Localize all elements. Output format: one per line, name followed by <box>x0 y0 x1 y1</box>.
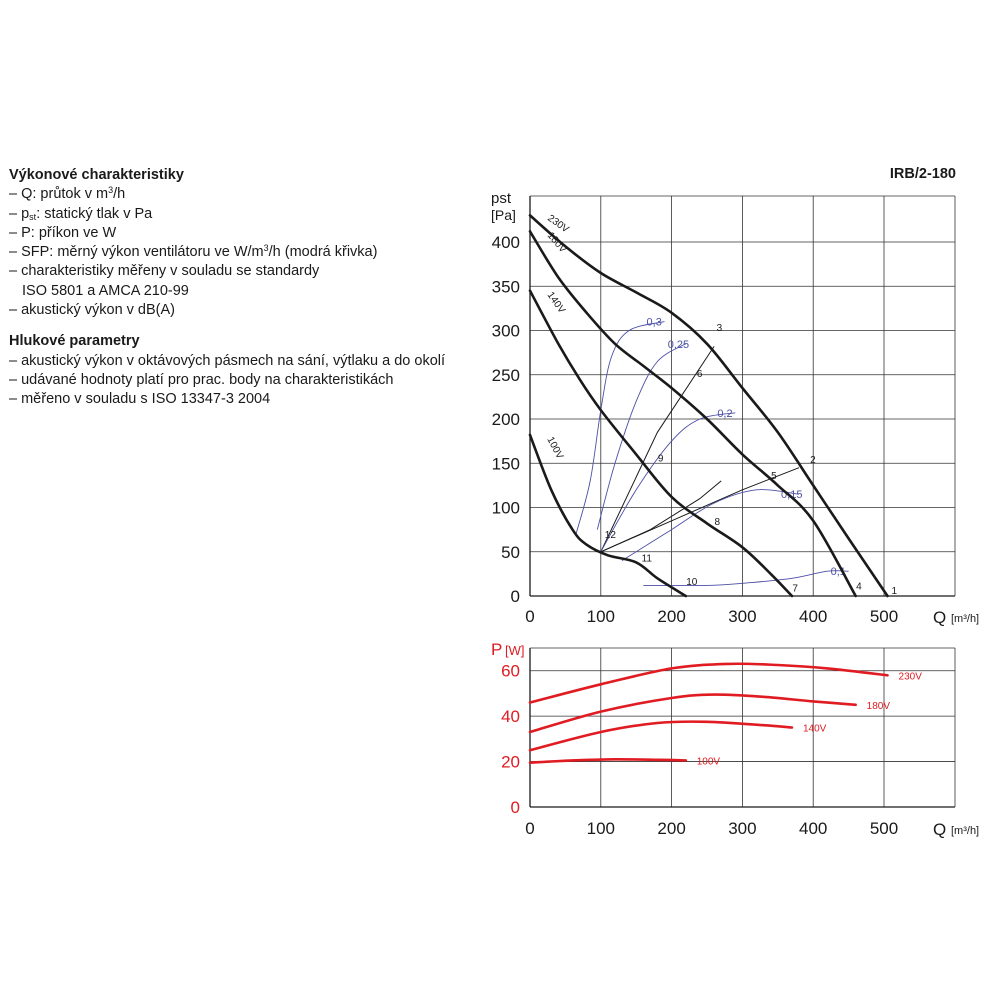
pressure-x-tick-label: 500 <box>869 607 899 626</box>
operating-point-label: 3 <box>716 323 723 335</box>
power-x-tick-label: 100 <box>586 819 615 838</box>
pressure-y-tick-label: 200 <box>491 410 520 429</box>
noise-description-3: – měřeno v souladu s ISO 13347-3 2004 <box>9 391 271 408</box>
pressure-y-tick-label: 150 <box>491 454 520 474</box>
power-y-axis-label: P <box>491 640 503 659</box>
pressure-curve <box>530 291 792 596</box>
pressure-x-tick-label: 100 <box>586 607 615 626</box>
sfp-curve <box>576 322 665 534</box>
operating-point-label: 1 <box>891 586 898 597</box>
power-x-tick-label: 300 <box>728 819 757 838</box>
system-line <box>601 468 799 552</box>
sfp-description: – SFP: měrný výkon ventilátoru ve $W/m^3/h$ (modrá křivka) <box>9 243 378 261</box>
power-description: – P: příkon ve W <box>9 224 117 241</box>
power-curve-label: 100V <box>696 756 721 768</box>
flow-description: – Q: průtok v $m^3/h$ <box>9 185 126 203</box>
power-y-tick-label: 0 <box>510 798 520 817</box>
power-y-axis-unit: [W] <box>505 643 525 658</box>
pressure-y-tick-label: 50 <box>501 542 520 562</box>
standards-description: – charakteristiky měřeny v souladu se standardy <box>9 263 320 280</box>
pressure-x-axis-unit: [m³/h] <box>951 613 980 625</box>
power-curve-label: 140V <box>802 723 827 735</box>
operating-point-label: 5 <box>771 470 777 482</box>
pressure-curve-label: 180V <box>544 230 569 256</box>
power-y-tick-label: 40 <box>501 707 520 727</box>
pressure-y-tick-label: 400 <box>491 233 520 252</box>
power-y-tick-label: 20 <box>501 752 520 772</box>
sfp-curve-label: 0,25 <box>667 338 690 351</box>
noise-description-1: – akustický výkon v oktávových pásmech na sání, výtlaku a do okolí <box>9 352 446 369</box>
operating-point-label: 7 <box>792 583 798 595</box>
pressure-curve-label: 100V <box>544 435 566 461</box>
power-curve-label: 230V <box>898 671 922 683</box>
sfp-curve <box>597 344 686 530</box>
operating-point-label: 8 <box>714 516 721 528</box>
power-curve <box>530 664 888 703</box>
model-label: IRB/2-180 <box>889 166 956 182</box>
pressure-y-tick-label: 100 <box>491 498 520 518</box>
acoustic-description: – akustický výkon v dB(A) <box>9 302 175 319</box>
sfp-curve <box>643 571 848 589</box>
sfp-curve-label: 0,1 <box>830 566 846 579</box>
operating-point-label: 11 <box>641 553 653 565</box>
standards-description-cont: ISO 5801 a AMCA 210-99 <box>22 282 189 299</box>
sfp-curve-label: 0,3 <box>646 316 662 329</box>
power-x-tick-label: 0 <box>525 819 535 838</box>
operating-point-label: 9 <box>657 453 664 465</box>
pressure-curve-label: 140V <box>544 290 567 316</box>
power-x-tick-label: 200 <box>657 819 686 838</box>
pressure-y-axis-unit: [Pa] <box>491 207 516 223</box>
operating-point-label: 4 <box>856 581 862 593</box>
power-y-tick-label: 60 <box>501 661 520 681</box>
sfp-curve-label: 0,15 <box>781 489 803 502</box>
pressure-x-tick-label: 200 <box>657 607 686 626</box>
power-x-tick-label: 500 <box>869 819 899 838</box>
power-curve-label: 180V <box>866 700 891 712</box>
noise-description-2: – udávané hodnoty platí pro prac. body na charakteristikách <box>9 371 394 388</box>
pressure-curve-label: 230V <box>545 212 571 236</box>
pressure-x-tick-label: 300 <box>728 607 757 626</box>
pressure-x-tick-label: 0 <box>525 607 535 626</box>
power-curve <box>530 759 686 762</box>
pressure-y-tick-label: 350 <box>491 277 520 297</box>
pressure-curve <box>530 212 888 596</box>
pressure-y-tick-label: 0 <box>510 587 520 606</box>
power-x-tick-label: 400 <box>799 819 828 838</box>
power-x-axis-label: Q <box>933 820 947 839</box>
pressure-y-tick-label: 250 <box>491 365 520 385</box>
operating-point-label: 2 <box>810 455 816 467</box>
pressure-x-axis-label: Q <box>933 608 947 627</box>
pressure-y-axis-label: pst <box>491 190 512 207</box>
pressure-description: – pst: statický tlak v Pa <box>9 205 153 222</box>
noise-heading: Hlukové parametry <box>9 333 140 350</box>
operating-point-label: 12 <box>604 530 616 542</box>
pressure-x-tick-label: 400 <box>799 607 828 626</box>
pressure-y-tick-label: 300 <box>491 321 520 341</box>
power-curve <box>530 722 792 751</box>
operating-point-label: 6 <box>696 369 703 381</box>
system-line <box>601 481 721 552</box>
sfp-curve-label: 0,2 <box>717 407 733 420</box>
power-x-axis-unit: [m³/h] <box>951 825 980 837</box>
operating-point-label: 10 <box>686 577 698 589</box>
performance-heading: Výkonové charakteristiky <box>9 167 184 183</box>
